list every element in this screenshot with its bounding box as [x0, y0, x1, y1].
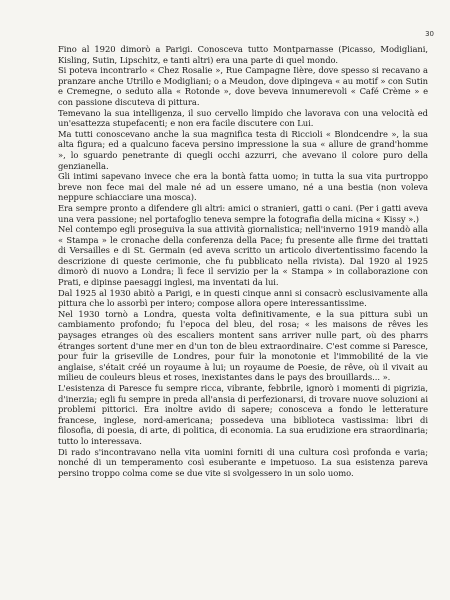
paragraph-11: Di rado s'incontravano nella vita uomini forniti di una cultura così profonda e varia; nonché di un temperamento così esuberante e impetuoso. La sua esistenza pareva persino troppo colma come se due vite si svolgessero in un solo uomo.: [58, 446, 428, 478]
paragraph-8: Dal 1925 al 1930 abitò a Parigi, e in questi cinque anni si consacrò esclusivamente alla pittura che lo assorbì per intero; compose allora opere interessantissime.: [58, 287, 428, 309]
page-number: 30: [425, 30, 434, 38]
paragraph-9: Nel 1930 tornò a Londra, questa volta definitivamente, e la sua pittura subì un cambiamento profondo; fu l'epoca del bleu, del rosa; « les maisons de rêves les paysages etranges où des escaliers montent sans arriver nulle part, où des pharrs étranges sortent d'une mer en d'un ton de bleu extraordinaire. C'est comme si Paresce, pour fuir la griseville de Londres, pour fuir la monotonie et l'immobilité de la vie anglaise, s'était créé un royaume à lui; un royaume de Poesie, de rêve, où il vivait au milieu de couleurs bleus et roses, inexistantes dans le pays des brouillards... ».: [58, 308, 428, 383]
paragraph-7: Nel contempo egli proseguiva la sua attività giornalistica; nell'inverno 1919 mandò alla « Stampa » le cronache della conferenza della Pace; fu presente alle firme dei trattati di Versailles e di St. Germain (ed aveva scritto un articolo divertentissimo facendo la descrizione di queste cerimonie, che fu pubblicato nella rivista). Dal 1920 al 1925 dimorò di nuovo a Londra; lì fece il servizio per la « Stampa » in collaborazione con Prati, e dipinse paesaggi inglesi, ma inventati da lui.: [58, 224, 428, 288]
paragraph-5: Gli intimi sapevano invece che era la bontà fatta uomo; in tutta la sua vita purtroppo breve non fece mai del male né ad un essere umano, né a una bestia (non voleva neppure schiacciare una mosca).: [58, 171, 428, 203]
paragraph-4: Ma tutti conoscevano anche la sua magnifica testa di Riccioli « Blondcendre », la sua alta figura; ed a qualcuno faceva persino impressione la sua « allure de grand'homme », lo sguardo penetrante di quegli occhi azzurri, che avevano il colore puro della genzianella.: [58, 128, 428, 171]
paragraph-2: Si poteva incontrarlo « Chez Rosalie », Rue Campagne Iière, dove spesso si recavano a pranzare anche Utrillo e Modigliani; o a Meudon, dove dipingeva « au motif » con Sutin e Cremegne, o seduto alla « Rotonde », dove beveva innumerevoli « Café Crème » e con passione discuteva di pittura.: [58, 65, 428, 107]
paragraph-6: Era sempre pronto a difendere gli altri: amici o stranieri, gatti o cani. (Per i gatti aveva una vera passione; nel portafoglio teneva sempre la fotografia della micina « Kissy ».): [58, 202, 428, 224]
paragraph-10: L'esistenza di Paresce fu sempre ricca, vibrante, febbrile, ignorò i momenti di pigrizia, d'inerzia; egli fu sempre in preda all'ansia di perfezionarsi, di trovare nuove soluzioni ai problemi pittorici. Era inoltre avido di sapere; conosceva a fondo le letterature francese, inglese, nord-americana; possedeva una biblioteca vastissima: libri di filosofia, di poesia, di arte, di politica, di economia. La sua erudizione era straordinaria; tutto lo interessava.: [58, 383, 428, 446]
paragraph-3: Temevano la sua intelligenza, il suo cervello limpido che lavorava con una velocità ed un'esattezza stupefacenti; e non era facile discutere con Lui.: [58, 107, 428, 129]
body-text: [58, 44, 428, 478]
paragraph-1: Fino al 1920 dimorò a Parigi. Conosceva tutto Montparnasse (Picasso, Modigliani, Kisling, Sutin, Lipschitz, e tanti altri) era una parte di quel mondo.: [58, 44, 428, 65]
